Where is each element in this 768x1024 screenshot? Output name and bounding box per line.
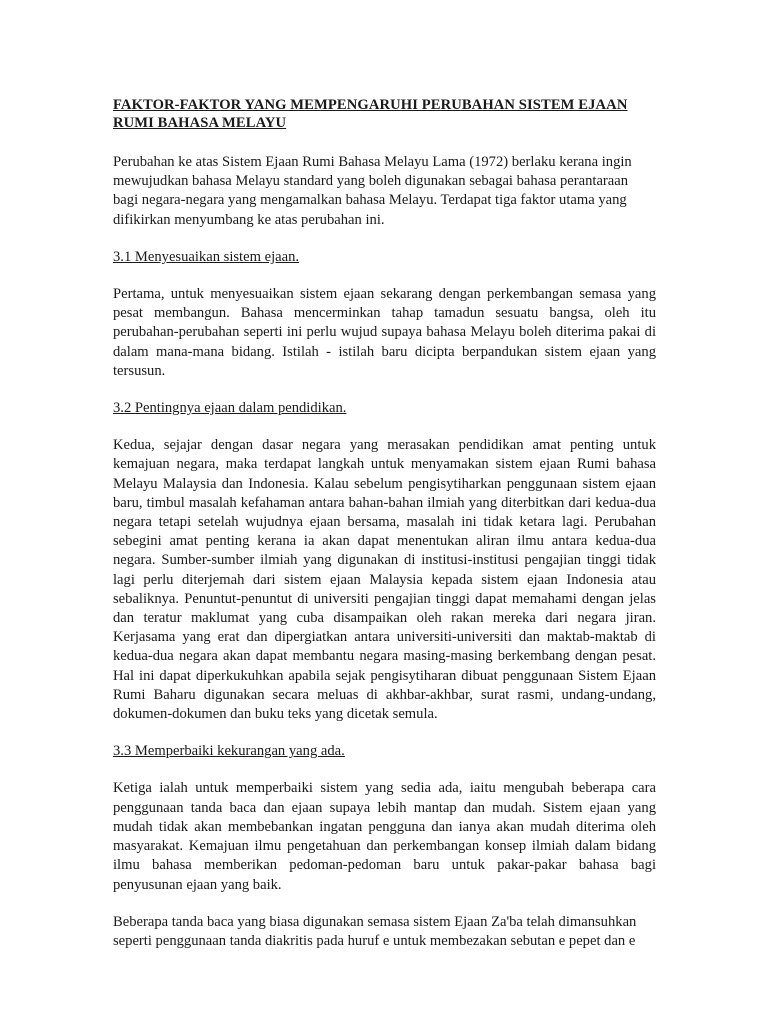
section-heading-3-2: 3.2 Pentingnya ejaan dalam pendidikan. (113, 400, 347, 417)
closing-paragraph: Beberapa tanda baca yang biasa digunakan semasa sistem Ejaan Za'ba telah dimansuhkan seperti penggunaan tanda diakritis pada huruf e untuk membezakan sebutan e pepet dan e (113, 913, 637, 949)
document-title: FAKTOR-FAKTOR YANG MEMPENGARUHI PERUBAHAN SISTEM EJAAN RUMI BAHASA MELAYU (113, 97, 628, 131)
section-body-3-2: Kedua, sejajar dengan dasar negara yang merasakan pendidikan amat penting untuk kemajuan negara, maka terdapat langkah untuk menyamakan sistem ejaan Rumi bahasa Melayu Malaysia dan Indonesia. Kalau sebelum pengisytiharkan penggunaan sistem ejaan baru, timbul masalah kefahaman antara bahan-bahan ilmiah yang diterbitkan dari kedua-dua negara tetapi setelah wujudnya ejaan bersama, masalah ini tidak ketara lagi. Perubahan sebegini amat penting kerana ia akan dapat menentukan aliran ilmu antara kedua-dua negara. Sumber-sumber ilmiah yang digunakan di institusi-institusi pengajian tinggi tidak lagi perlu diterjemah dari sistem ejaan Malaysia kepada sistem ejaan Indonesia atau sebaliknya. Penuntut-penuntut di universiti pengajian tinggi dapat memahami dengan jelas dan teratur maklumat yang cuba disampaikan oleh rakan mereka dari negara jiran. Kerjasama yang erat dan dipergiatkan antara universiti-universiti dan maktab-maktab di kedua-dua negara akan dapat membantu negara masing-masing berkembang dengan pesat. Hal ini dapat diperkukuhkan apabila sejak pengisytiharan dibuat penggunaan Sistem Ejaan Rumi Baharu digunakan secara meluas di akhbar-akhbar, surat rasmi, undang-undang, dokumen-dokumen dan buku teks yang dicetak semula. (113, 437, 656, 723)
section-heading-3-3: 3.3 Memperbaiki kekurangan yang ada. (113, 743, 345, 760)
intro-paragraph: Perubahan ke atas Sistem Ejaan Rumi Bahasa Melayu Lama (1972) berlaku kerana ingin mewujudkan bahasa Melayu standard yang boleh digunakan sebagai bahasa perantaraan bagi negara-negara yang mengamalkan bahasa Melayu. Terdapat tiga faktor utama yang difikirkan menyumbang ke atas perubahan ini. (113, 154, 632, 228)
section-heading-3-1: 3.1 Menyesuaikan sistem ejaan. (113, 248, 300, 265)
section-body-3-1: Pertama, untuk menyesuaikan sistem ejaan sekarang dengan perkembangan semasa yang pesat membangun. Bahasa mencerminkan tahap tamadun sesuatu bangsa, oleh itu perubahan-perubahan seperti ini perlu wujud supaya bahasa Melayu boleh diterima pakai di dalam mana-mana bidang. Istilah - istilah baru dicipta berpandukan sistem ejaan yang tersusun. (113, 286, 656, 379)
section-body-3-3: Ketiga ialah untuk memperbaiki sistem yang sedia ada, iaitu mengubah beberapa cara penggunaan tanda baca dan ejaan supaya lebih mantap dan mudah. Sistem ejaan yang mudah tidak akan membebankan ingatan pengguna dan ianya akan mudah diterima oleh masyarakat. Kemajuan ilmu pengetahuan dan perkembangan konsep ilmiah dalam bidang ilmu bahasa memberikan pedoman-pedoman baru untuk pakar-pakar bahasa bagi penyusunan ejaan yang baik. (113, 780, 656, 893)
